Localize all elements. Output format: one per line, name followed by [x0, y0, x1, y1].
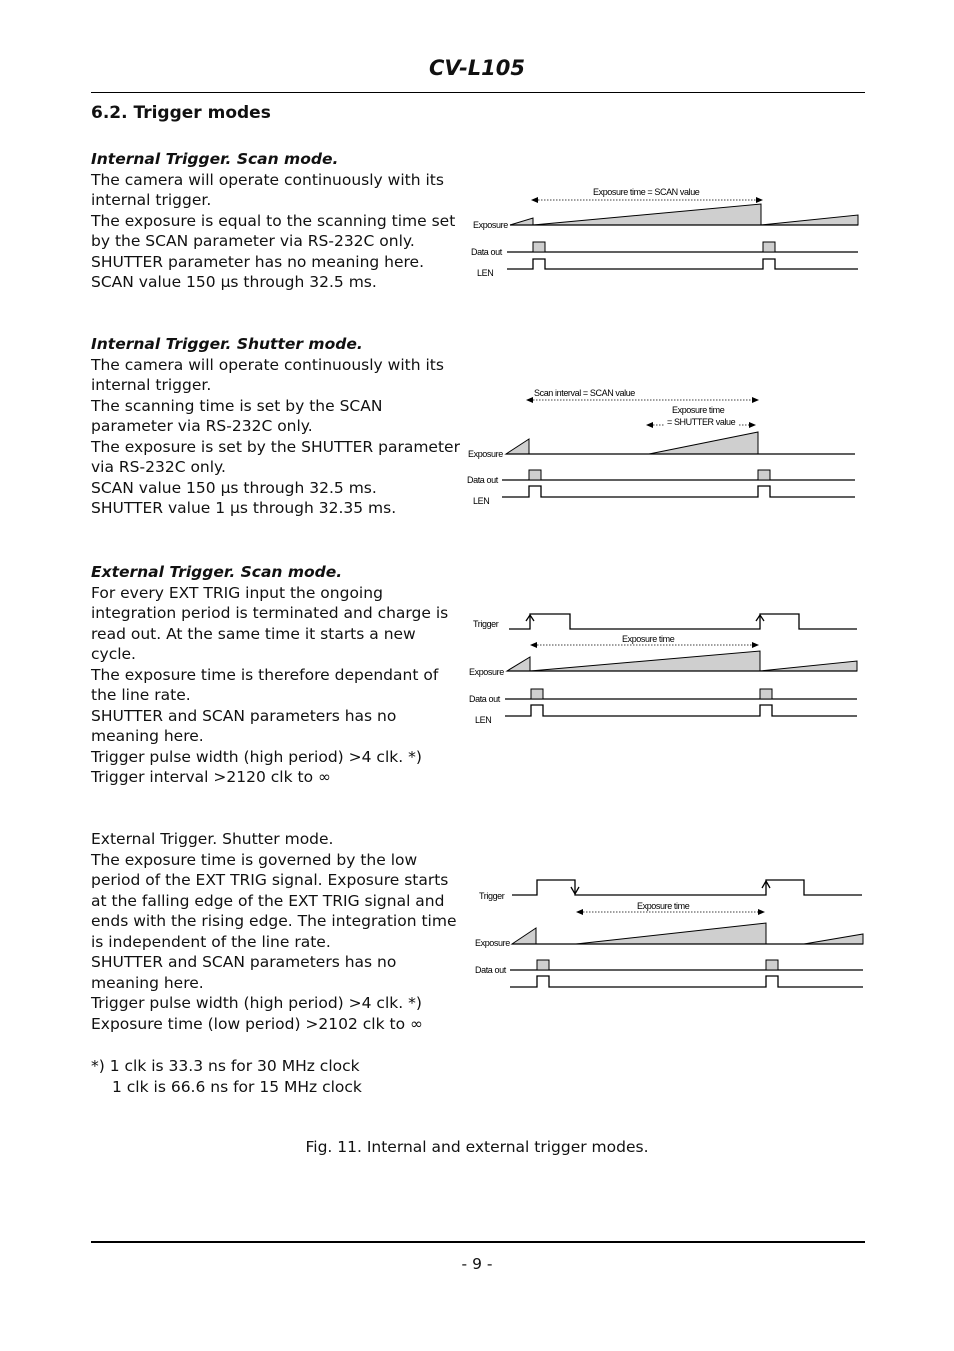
header-rule: [91, 92, 865, 93]
shutter-note: = SHUTTER value: [667, 417, 736, 427]
len-signal: [507, 259, 858, 269]
mode-line: The camera will operate continuously with its internal trigger.: [91, 355, 444, 394]
data-out-pulse: [531, 689, 543, 699]
mode-line: The camera will operate continuously with its internal trigger.: [91, 170, 444, 209]
dimension-arrow: [758, 909, 765, 915]
mode-line: SHUTTER value 1 µs through 32.35 ms.: [91, 499, 397, 517]
mode-line: SHUTTER and SCAN parameters has no meaning here.: [91, 953, 397, 992]
mode-title: Internal Trigger. Shutter mode.: [91, 335, 363, 353]
exposure-ramp: [512, 928, 536, 944]
mode-line: SHUTTER and SCAN parameters has no meaning here.: [91, 706, 397, 745]
shutter-note: Exposure time: [672, 405, 725, 415]
exposure-label: Exposure: [468, 449, 503, 459]
footnote-line: 1 clk is 66.6 ns for 15 MHz clock: [112, 1077, 362, 1096]
timing-diagram-internal-shutter: [462, 383, 862, 508]
mode-line: The exposure is set by the SHUTTER parameter via RS-232C only.: [91, 437, 460, 476]
data-out-label: Data out: [471, 247, 502, 257]
exposure-ramp: [804, 934, 863, 944]
timing-diagram-external-scan: [465, 608, 865, 728]
exposure-time-note: Exposure time: [622, 634, 675, 644]
data-out-pulse: [758, 470, 770, 480]
trigger-label: Trigger: [479, 891, 505, 901]
mode-line: Trigger pulse width (high period) >4 clk. *): [91, 994, 422, 1012]
mode-line: SHUTTER parameter has no meaning here.: [91, 252, 425, 271]
clock-footnote: [91, 1056, 362, 1097]
exposure-time-note: Exposure time: [637, 901, 690, 911]
dimension-arrow: [530, 642, 537, 648]
mode-line: The exposure is equal to the scanning time set by the SCAN parameter via RS-232C only.: [91, 211, 456, 250]
mode-title: Internal Trigger. Scan mode.: [91, 150, 339, 168]
mode-title: External Trigger. Shutter mode.: [91, 830, 334, 848]
data-out-pulse: [529, 470, 541, 480]
mode-line: SCAN value 150 µs through 32.5 ms.: [91, 273, 377, 291]
timing-diagram-external-shutter: [470, 872, 870, 992]
exposure-ramp: [510, 218, 533, 225]
exposure-ramp: [507, 657, 530, 671]
exposure-ramp: [533, 204, 761, 225]
exposure-ramp: [506, 439, 529, 454]
dimension-arrow: [526, 397, 533, 403]
mode-line: The scanning time is set by the SCAN parameter via RS-232C only.: [91, 396, 383, 435]
len-signal: [502, 486, 855, 497]
mode-line: Trigger interval >2120 clk to ∞: [91, 768, 331, 786]
mode-line: The exposure time is therefore dependant of the line rate.: [91, 665, 439, 704]
exposure-ramp: [530, 651, 760, 671]
trigger-signal: [512, 880, 862, 895]
mode-title: External Trigger. Scan mode.: [91, 563, 343, 581]
data-out-pulse: [766, 960, 778, 970]
dimension-arrow: [756, 197, 763, 203]
page-number: - 9 -: [461, 1255, 493, 1273]
mode-internal-scan-text: [91, 149, 461, 293]
trigger-label: Trigger: [473, 619, 499, 629]
section-heading: 6.2. Trigger modes: [91, 103, 271, 123]
mode-internal-shutter-text: [91, 334, 461, 519]
mode-external-scan-text: [91, 562, 461, 788]
timing-diagram-internal-scan: [465, 180, 865, 285]
exposure-ramp: [761, 215, 858, 225]
data-out-label: Data out: [467, 475, 498, 485]
len-label: LEN: [473, 496, 490, 506]
data-out-pulse: [537, 960, 549, 970]
data-out-pulse: [760, 689, 772, 699]
exposure-ramp: [576, 923, 766, 944]
exposure-label: Exposure: [475, 938, 510, 948]
len-signal: [505, 705, 857, 716]
dimension-arrow: [646, 422, 653, 428]
mode-line: Exposure time (low period) >2102 clk to ∞: [91, 1014, 423, 1033]
dimension-arrow: [752, 642, 759, 648]
footer-rule: [91, 1241, 865, 1243]
data-out-pulse: [763, 242, 775, 252]
dimension-arrow: [752, 397, 759, 403]
exposure-ramp: [649, 432, 758, 454]
mode-line: SCAN value 150 µs through 32.5 ms.: [91, 478, 377, 497]
exposure-label: Exposure: [469, 667, 504, 677]
dimension-arrow: [749, 422, 756, 428]
exposure-ramp: [760, 661, 857, 671]
exposure-time-note: Exposure time = SCAN value: [593, 187, 700, 197]
document-title: CV-L105: [428, 56, 526, 80]
scan-interval-note: Scan interval = SCAN value: [534, 388, 635, 398]
len-label: LEN: [475, 715, 492, 725]
figure-caption: Fig. 11. Internal and external trigger modes.: [305, 1138, 649, 1156]
footnote-line: *) 1 clk is 33.3 ns for 30 MHz clock: [91, 1057, 360, 1075]
dimension-arrow: [531, 197, 538, 203]
len-signal: [510, 976, 863, 987]
exposure-label: Exposure: [473, 220, 508, 230]
len-label: LEN: [477, 268, 494, 278]
data-out-pulse: [533, 242, 545, 252]
mode-external-shutter-text: [91, 829, 463, 1034]
trigger-signal: [509, 614, 857, 629]
data-out-label: Data out: [475, 965, 506, 975]
mode-line: The exposure time is governed by the low period of the EXT TRIG signal. Exposure starts at the falling edge of the EXT TRIG signal and ends with the rising edge. The integration time is independent of the line rate.: [91, 850, 457, 951]
mode-line: For every EXT TRIG input the ongoing integration period is terminated and charge is read out. At the same time it starts a new cycle.: [91, 583, 449, 663]
data-out-label: Data out: [469, 694, 500, 704]
mode-line: Trigger pulse width (high period) >4 clk. *): [91, 747, 422, 766]
dimension-arrow: [576, 909, 583, 915]
